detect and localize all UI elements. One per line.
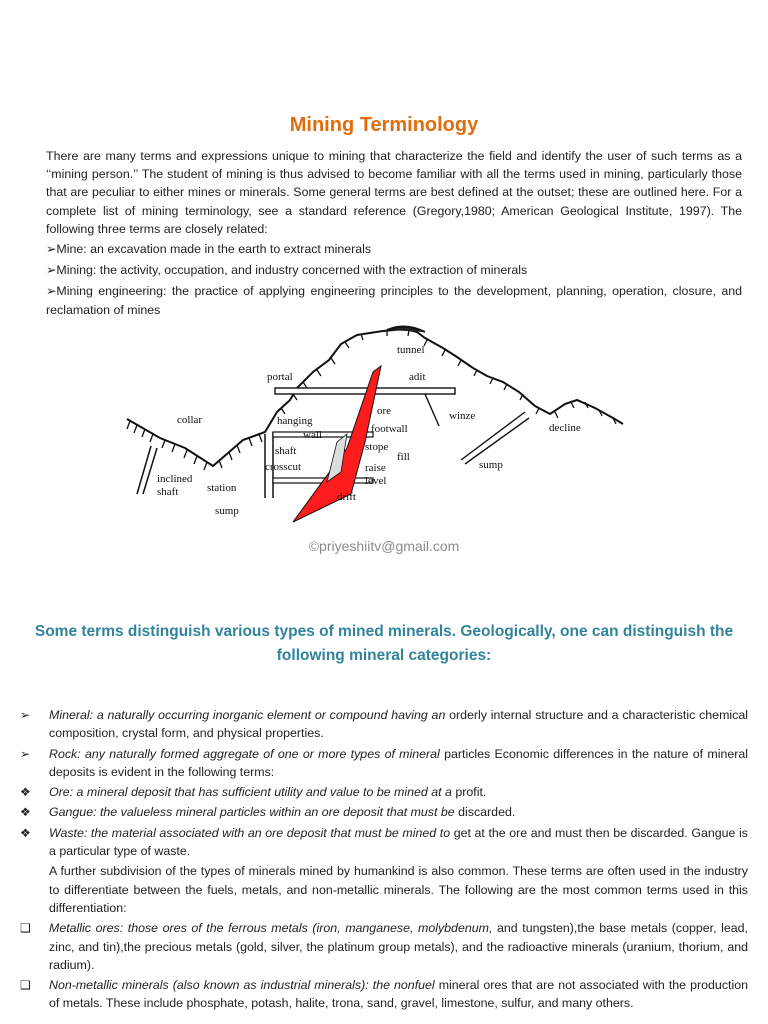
label-tunnel: tunnel bbox=[397, 344, 425, 356]
label-sump-left: sump bbox=[215, 505, 239, 517]
mineral-category-list bbox=[20, 706, 748, 1015]
subdivision-paragraph: A further subdivision of the types of minerals mined by humankind is also common. These terms are often used in the industry to differentiate between the fuels, metals, and non-metallic minerals. The following are the most common terms used in this differentiation: bbox=[49, 864, 748, 915]
label-decline: decline bbox=[549, 422, 581, 434]
tunnel-cap bbox=[387, 326, 425, 332]
rock-definition-rest: particles Economic differences in the nature of mineral deposits is evident in the following terms: bbox=[49, 746, 748, 779]
waste-definition-rest: get at the ore and must then be discarded. Gangue is a particular type of waste. bbox=[49, 825, 748, 859]
label-wall: wall bbox=[303, 429, 322, 441]
mineral-definition-rest: orderly internal structure and a characteristic chemical composition, crystal form, and physical properties. bbox=[49, 708, 748, 741]
metallic-definition-rest: and tungsten),the base metals (copper, lead, zinc, and tin),the precious metals (gold, silver, the platinum group metals), and the radioactive minerals (uranium, thorium, and radium). bbox=[49, 921, 748, 972]
label-station: station bbox=[207, 482, 237, 494]
label-footwall: footwall bbox=[371, 423, 408, 435]
label-inclined: inclined bbox=[157, 473, 193, 485]
checkbox-bullet-icon: ❑ bbox=[20, 978, 31, 993]
ore-definition-rest: profit. bbox=[451, 785, 487, 800]
inclined-shaft bbox=[137, 446, 151, 494]
label-stope: stope bbox=[365, 441, 389, 453]
label-level: level bbox=[365, 475, 387, 487]
label-ore: ore bbox=[377, 405, 392, 417]
waste-definition-italic: Waste: the material associated with an ore deposit that must be mined to bbox=[49, 825, 451, 840]
label-crosscut: crosscut bbox=[265, 461, 302, 473]
ore-definition-italic: Ore: a mineral deposit that has sufficient utility and value to be mined at a bbox=[49, 785, 452, 800]
list-item-ore bbox=[20, 783, 748, 801]
term-mining-engineering: ➢Mining engineering: the practice of applying engineering principles to the development, planning, operation, closure, and reclamation of mines bbox=[46, 284, 742, 317]
list-item-mineral bbox=[20, 706, 748, 743]
mine-diagram bbox=[125, 322, 625, 532]
label-sump-right: sump bbox=[479, 459, 503, 471]
label-raise: raise bbox=[365, 462, 386, 474]
label-drift: drift bbox=[337, 491, 356, 503]
winze bbox=[425, 394, 439, 426]
adit bbox=[275, 388, 455, 394]
label-collar: collar bbox=[177, 414, 203, 426]
label-fill: fill bbox=[397, 451, 410, 463]
gangue-definition-rest: discarded. bbox=[454, 805, 516, 820]
mineral-definition-italic: Mineral: a naturally occurring inorganic element or compound having an bbox=[49, 708, 446, 722]
list-item-gangue bbox=[20, 803, 748, 821]
diamond-bullet-icon: ❖ bbox=[20, 785, 31, 800]
nonmetallic-definition-rest: mineral ores that are not associated with the production of metals. These include phosphate, potash, halite, trona, sand, gravel, limestone, sulfur, and many others. bbox=[49, 978, 748, 1011]
diamond-bullet-icon: ❖ bbox=[20, 805, 31, 820]
diamond-bullet-icon: ❖ bbox=[20, 825, 31, 840]
list-item-metallic-ores bbox=[20, 919, 748, 974]
term-mine: ➢Mine: an excavation made in the earth to extract minerals bbox=[46, 242, 372, 256]
term-mining: ➢Mining: the activity, occupation, and industry concerned with the extraction of minerals bbox=[46, 263, 528, 278]
checkbox-bullet-icon: ❑ bbox=[20, 921, 31, 936]
inclined-shaft-wall bbox=[143, 448, 157, 494]
nonmetallic-definition-italic: Non-metallic minerals (also known as industrial minerals): the nonfuel bbox=[49, 978, 435, 993]
list-item-waste bbox=[20, 824, 748, 861]
label-winze: winze bbox=[449, 410, 476, 422]
label-hanging: hanging bbox=[277, 415, 313, 427]
label-adit: adit bbox=[409, 371, 426, 383]
author-credit: ©priyeshiitv@gmail.com bbox=[308, 538, 460, 554]
list-item-non-metallic bbox=[20, 976, 748, 1013]
section-heading: Some terms distinguish various types of mined minerals. Geologically, one can distinguish the following mineral categories: bbox=[34, 623, 734, 664]
label-portal: portal bbox=[267, 371, 293, 383]
arrow-bullet-icon: ➢ bbox=[20, 746, 31, 761]
label-shaft: shaft bbox=[275, 445, 297, 457]
arrow-bullet-icon: ➢ bbox=[20, 708, 31, 722]
metallic-definition-italic: Metallic ores: those ores of the ferrous metals (iron, manganese, molybdenum, bbox=[49, 921, 493, 936]
rock-definition-italic: Rock: any naturally formed aggregate of one or more types of mineral bbox=[49, 746, 440, 761]
gangue-definition-italic: Gangue: the valueless mineral particles within an ore deposit that must be bbox=[49, 805, 455, 820]
related-terms-list bbox=[46, 240, 742, 322]
page-title: Mining Terminology bbox=[289, 114, 479, 136]
list-item-rock bbox=[20, 745, 748, 782]
intro-paragraph: There are many terms and expressions unique to mining that characterize the field and identify the user of such terms as a ‘‘mining person.’’ The student of mining is thus advised to become familiar with all the terms used in mining, particularly those that are peculiar to either mines or minerals. Some general terms are best defined at the outset; these are outlined here. For a complete list of mining terminology, see a standard reference (Gregory,1980; American Geological Institute, 1997). The following three terms are closely related: bbox=[46, 149, 742, 236]
label-inclined-shaft: shaft bbox=[157, 486, 179, 498]
